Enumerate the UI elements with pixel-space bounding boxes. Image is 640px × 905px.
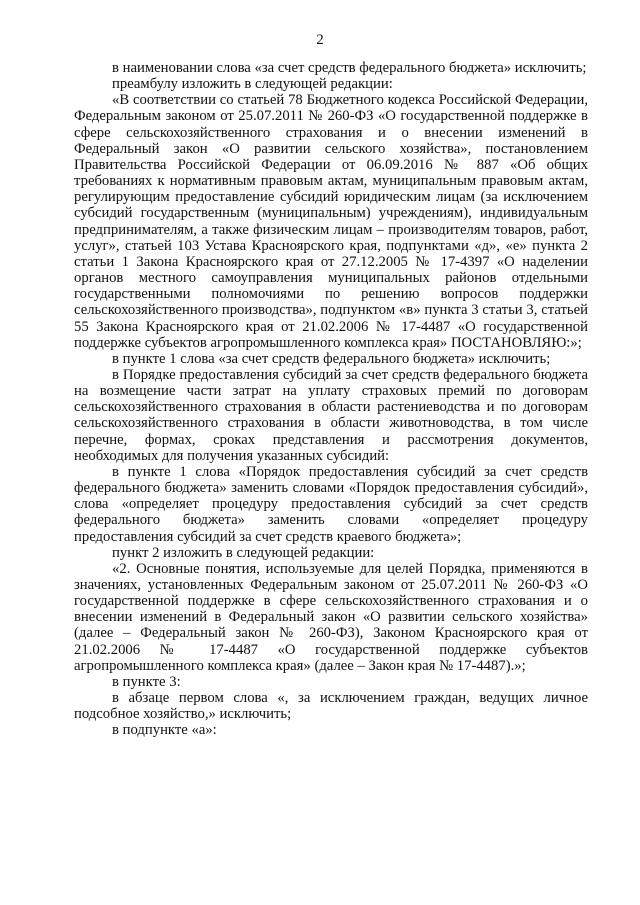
document-body	[74, 60, 588, 739]
page-number: 2	[316, 32, 324, 48]
paragraph: пункт 2 изложить в следующей редакции:	[112, 544, 375, 561]
paragraph: «2. Основные понятия, используемые для целей Порядка, применяются в значениях, установленных Федеральным законом от 25.07.2011 № 260-ФЗ «О государственной поддержке в сфере сельскохозяйственного страхования и о внесении изменений в Федеральный закон «О развитии сельского хозяйства» (далее – Федеральный закон № 260-ФЗ), Законом Красноярского края от 21.02.2006 № 17-4487 «О государственной поддержке субъектов агропромышленного комплекса края» (далее – Закон края № 17-4487).»;	[74, 560, 588, 674]
paragraph: в пункте 3:	[112, 673, 181, 690]
paragraph: в подпункте «а»:	[112, 722, 217, 739]
paragraph: преамбулу изложить в следующей редакции:	[112, 76, 393, 93]
paragraph: «В соответствии со статьей 78 Бюджетного кодекса Российской Федерации, Федеральным законом от 25.07.2011 № 260-ФЗ «О государственной поддержке в сфере сельскохозяйственного страхования и о внесении изменений в Федеральный закон «О развитии сельского хозяйства», постановлением Правительства Российской Федерации от 06.09.2016 № 887 «Об общих требованиях к нормативным правовым актам, муниципальным правовым актам, регулирующим предоставление субсидий юридическим лицам (за исключением субсидий государственным (муниципальным) учреждениям), индивидуальным предпринимателям, а также физическим лицам – производителям товаров, работ, услуг», статьей 103 Устава Красноярского края, подпунктами «д», «е» пункта 2 статьи 1 Закона Красноярского края от 27.12.2005 № 17-4397 «О наделении органов местного самоуправления муниципальных районов отдельными государственными полномочиями по решению вопросов поддержки сельскохозяйственного производства», подпунктом «в» пункта 3 статьи 3, статьей 55 Закона Красноярского края от 21.02.2006 № 17-4487 «О государственной поддержке субъектов агропромышленного комплекса края» ПОСТАНОВЛЯЮ:»;	[74, 92, 588, 351]
paragraph: в пункте 1 слова «за счет средств федерального бюджета» исключить;	[112, 350, 551, 367]
paragraph: в наименовании слова «за счет средств федерального бюджета» исключить;	[112, 60, 587, 76]
paragraph: в абзаце первом слова «, за исключением граждан, ведущих личное подсобное хозяйство,» исключить;	[74, 690, 588, 723]
paragraph: в Порядке предоставления субсидий за счет средств федерального бюджета на возмещение части затрат на уплату страховых премий по договорам сельскохозяйственного страхования в области растениеводства и по договорам сельскохозяйственного страхования в области животноводства, в том числе перечне, формах, сроках представления и рассмотрения документов, необходимых для получения указанных субсидий:	[74, 366, 588, 464]
paragraph: в пункте 1 слова «Порядок предоставления субсидий за счет средств федерального бюджета» заменить словами «Порядок предоставления субсидий», слова «определяет процедуру предоставления субсидий за счет средств федерального бюджета» заменить словами «определяет процедуру предоставления субсидий за счет средств краевого бюджета»;	[74, 463, 588, 545]
